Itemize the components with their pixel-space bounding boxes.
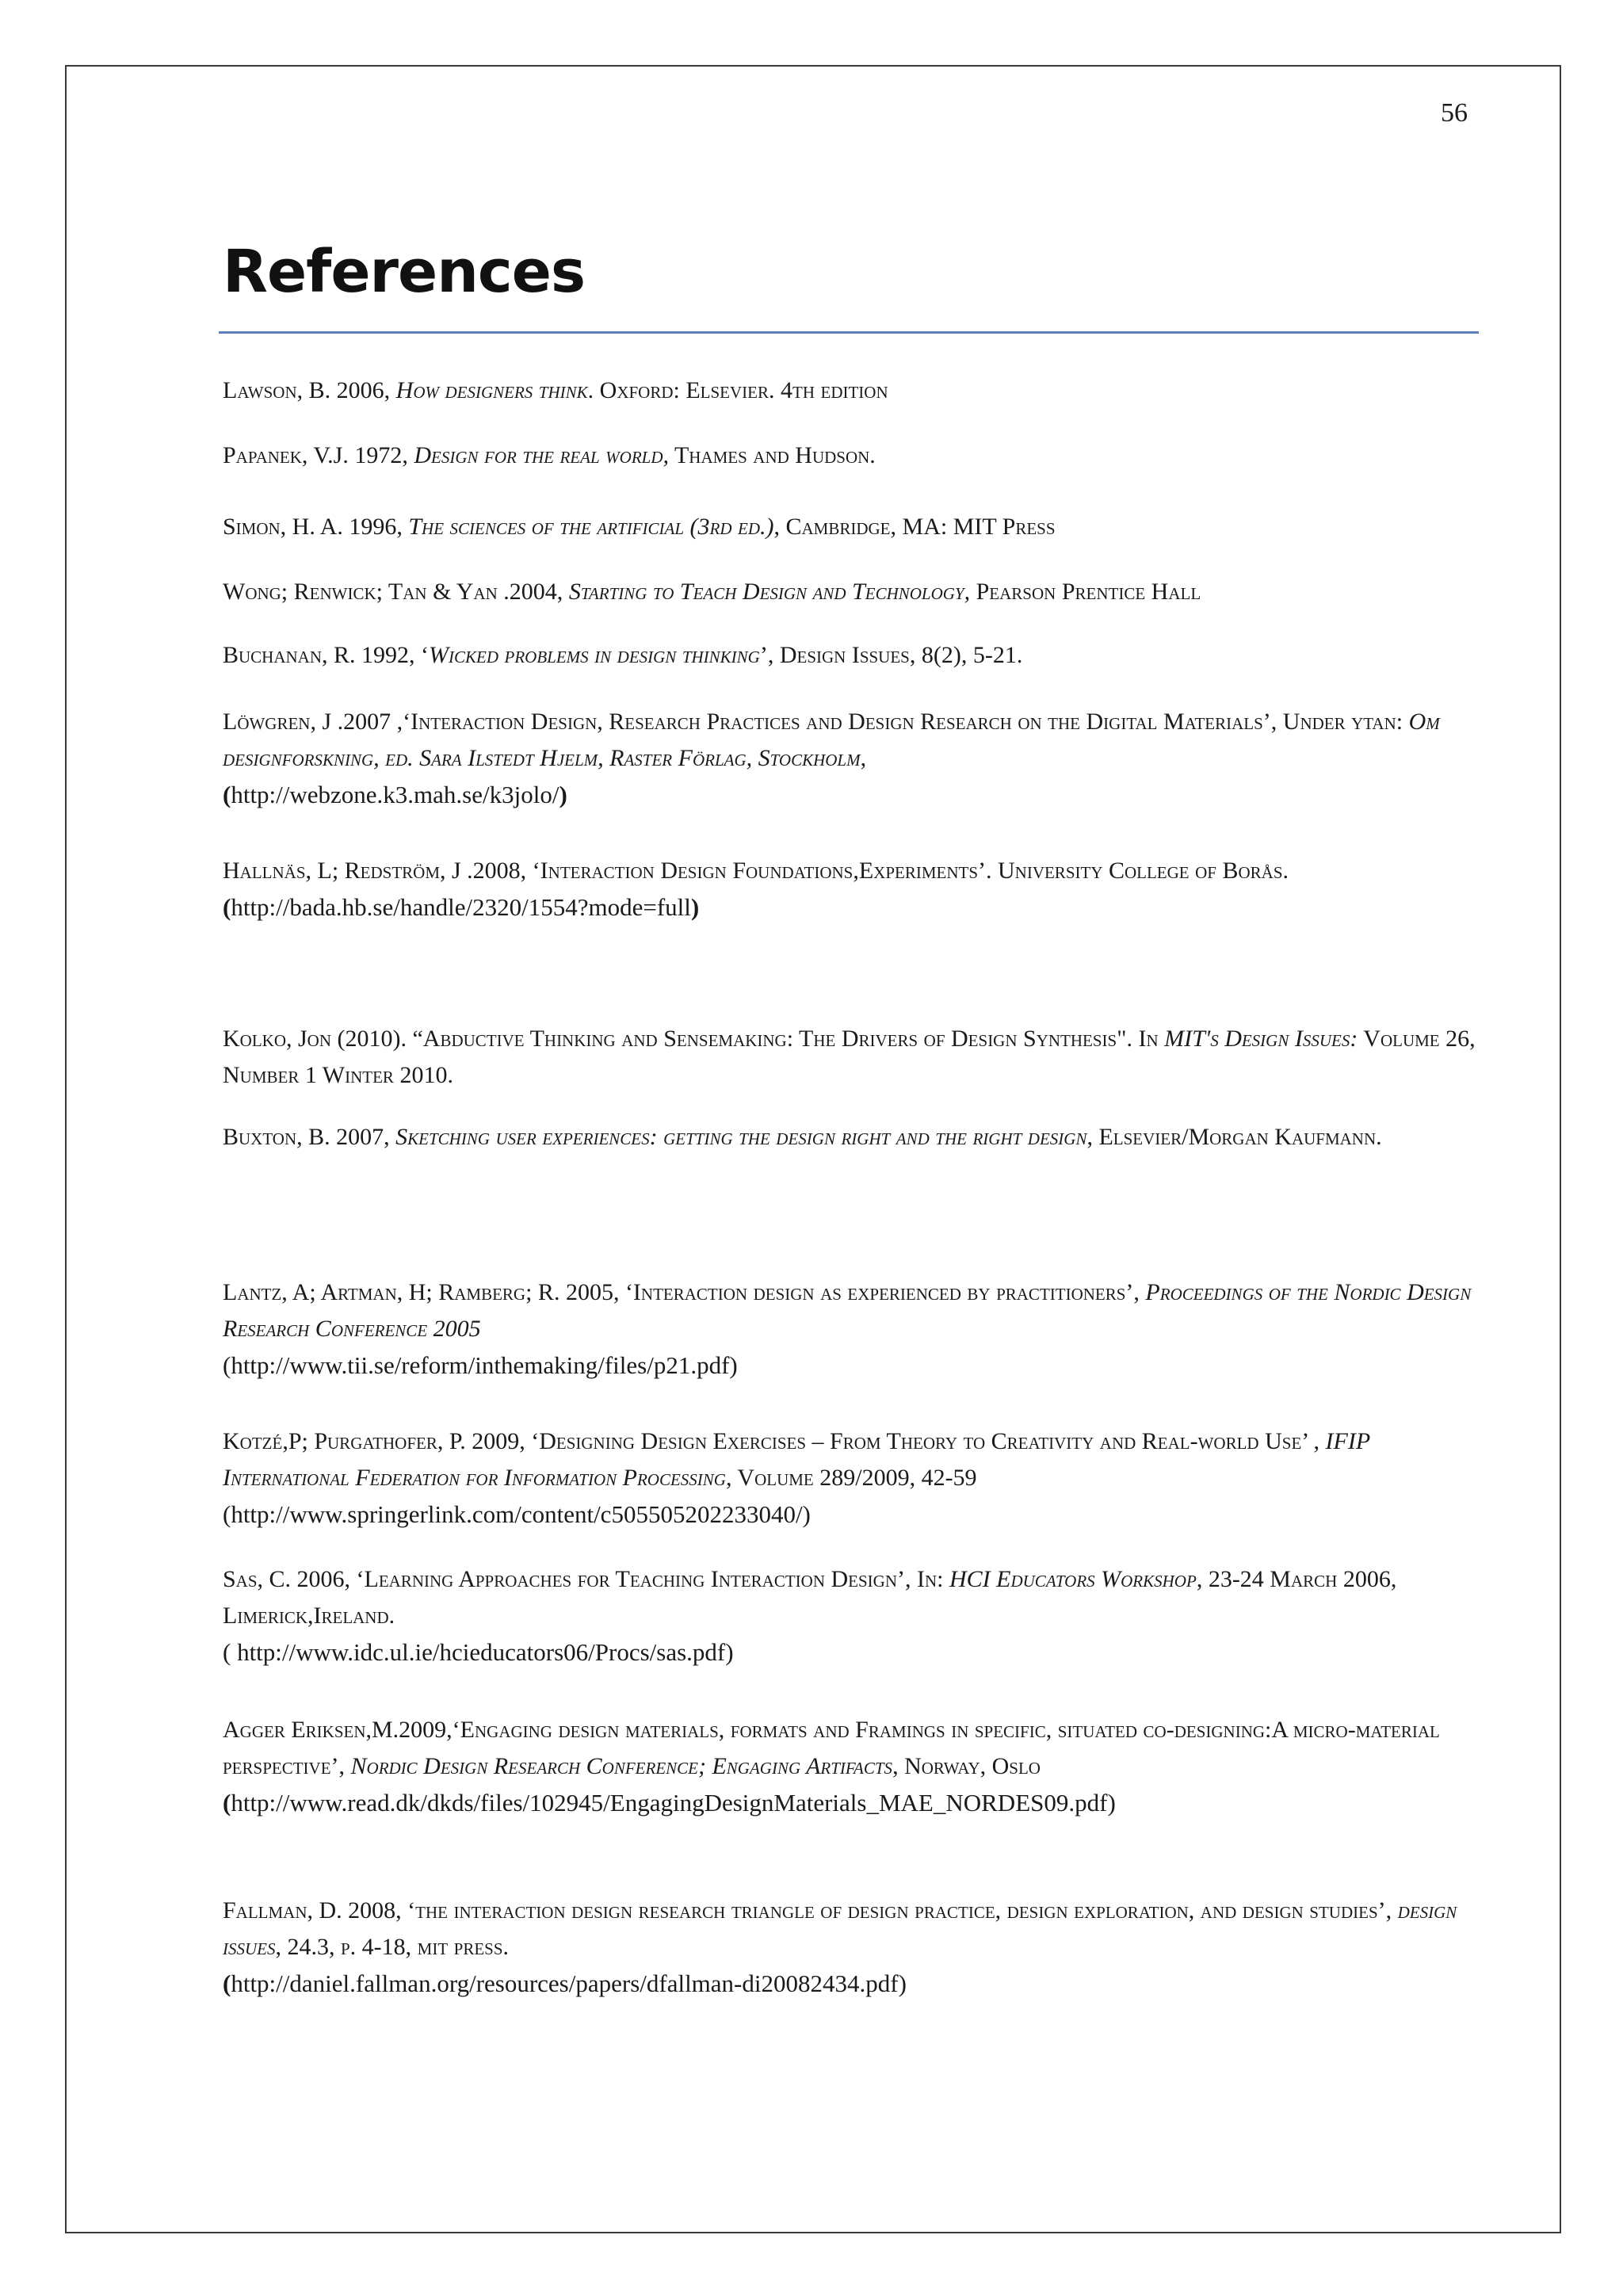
reference-title: HCI Educators Workshop bbox=[949, 1566, 1197, 1592]
reference-authors: Buxton, B. 2007, bbox=[223, 1124, 396, 1150]
reference-title: Om designforskning, ed. Sara Ilstedt Hjelm, Raster Förlag, Stockholm bbox=[223, 709, 1440, 771]
reference-title: Nordic Design Research Conference; Engaging Artifacts bbox=[350, 1753, 893, 1779]
reference-publisher: ’, Design Issues, 8(2), 5-21. bbox=[759, 642, 1023, 668]
reference-item bbox=[223, 1893, 1483, 2002]
reference-publisher: , Cambridge, MA: MIT Press bbox=[773, 514, 1056, 540]
reference-item bbox=[223, 1021, 1483, 1094]
reference-item bbox=[223, 574, 1483, 610]
reference-authors: Lawson, B. 2006, bbox=[223, 377, 396, 403]
reference-title: IFIP International Federation for Information Processing bbox=[223, 1428, 1370, 1491]
reference-url[interactable]: (http://www.tii.se/reform/inthemaking/files/p21.pdf) bbox=[223, 1351, 738, 1379]
reference-publisher: , Volume 289/2009, 42-59 bbox=[725, 1465, 977, 1491]
reference-url[interactable]: (http://www.read.dk/dkds/files/102945/EngagingDesignMaterials_MAE_NORDES09.pdf) bbox=[223, 1789, 1116, 1817]
reference-publisher: , Elsevier/Morgan Kaufmann. bbox=[1086, 1124, 1382, 1150]
reference-authors: Wong; Renwick; Tan & Yan .2004, bbox=[223, 579, 569, 605]
reference-authors: Agger Eriksen,M.2009,‘Engaging design materials, formats and Framings in specific, situated co-designing:A micro-material perspective’, bbox=[223, 1717, 1440, 1779]
reference-publisher: , 24.3, p. 4-18, mit press. bbox=[275, 1934, 510, 1960]
reference-publisher: , Norway, Oslo bbox=[892, 1753, 1041, 1779]
page-title: References bbox=[223, 238, 586, 306]
reference-publisher: , 23-24 March 2006, Limerick,Ireland. bbox=[223, 1566, 1397, 1629]
reference-publisher: . Oxford: Elsevier. 4th edition bbox=[587, 377, 888, 403]
reference-authors: Löwgren, J .2007 ,‘Interaction Design, Research Practices and Design Research on the Digital Materials’, Under ytan: bbox=[223, 709, 1409, 735]
reference-item bbox=[223, 509, 1483, 545]
reference-item bbox=[223, 637, 1483, 674]
reference-title: Proceedings of the Nordic Design Research Conference 2005 bbox=[223, 1279, 1472, 1342]
reference-authors: Buchanan, R. 1992, ‘ bbox=[223, 642, 430, 668]
reference-title: MIT's Design Issues: bbox=[1164, 1026, 1358, 1052]
reference-authors: Papanek, V.J. 1972, bbox=[223, 442, 414, 468]
reference-url[interactable]: (http://daniel.fallman.org/resources/papers/dfallman-di20082434.pdf) bbox=[223, 1969, 907, 1997]
reference-title: design issues bbox=[223, 1897, 1457, 1960]
reference-item bbox=[223, 704, 1483, 813]
reference-authors: Kotzé,P; Purgathofer, P. 2009, ‘Designing Design Exercises – From Theory to Creativity and Real-world Use’ , bbox=[223, 1428, 1326, 1454]
reference-authors: Hallnäs, L; Redström, J .2008, ‘Interaction Design Foundations,Experiments’. University College of Borås. bbox=[223, 858, 1289, 884]
reference-url[interactable]: (http://bada.hb.se/handle/2320/1554?mode=full) bbox=[223, 893, 700, 921]
reference-url-text[interactable]: http://www.read.dk/dkds/files/102945/EngagingDesignMaterials_MAE_NORDES09.pdf bbox=[231, 1789, 1108, 1817]
reference-title: The sciences of the artificial (3rd ed.) bbox=[408, 514, 774, 540]
reference-item bbox=[223, 372, 1483, 409]
reference-item bbox=[223, 1712, 1483, 1821]
reference-item bbox=[223, 1561, 1483, 1671]
reference-title: How designers think bbox=[395, 377, 588, 403]
reference-item bbox=[223, 1423, 1483, 1533]
reference-item bbox=[223, 1119, 1483, 1156]
reference-authors: Kolko, Jon (2010). “Abductive Thinking and Sensemaking: The Drivers of Design Synthesis". In bbox=[223, 1026, 1165, 1052]
reference-title: Sketching user experiences: getting the design right and the right design bbox=[395, 1124, 1087, 1150]
reference-authors: Fallman, D. 2008, ‘the interaction design research triangle of design practice, design exploration, and design studies’, bbox=[223, 1897, 1398, 1924]
reference-url-text[interactable]: http://daniel.fallman.org/resources/papers/dfallman-di20082434.pdf bbox=[231, 1969, 899, 1997]
reference-title: Wicked problems in design thinking bbox=[429, 642, 760, 668]
reference-title: Starting to Teach Design and Technology, bbox=[568, 579, 971, 605]
reference-url-text[interactable]: http://webzone.k3.mah.se/k3jolo/ bbox=[231, 781, 559, 808]
reference-title: Design for the real world, bbox=[414, 442, 670, 468]
reference-url-text[interactable]: http://bada.hb.se/handle/2320/1554?mode=full bbox=[231, 893, 691, 921]
reference-item bbox=[223, 1274, 1483, 1384]
reference-authors: Simon, H. A. 1996, bbox=[223, 514, 409, 540]
reference-publisher: Volume 26, Number 1 Winter 2010. bbox=[223, 1026, 1476, 1088]
title-underline bbox=[219, 331, 1479, 334]
reference-url[interactable]: (http://webzone.k3.mah.se/k3jolo/) bbox=[223, 781, 567, 808]
reference-item bbox=[223, 437, 1483, 474]
reference-url[interactable]: ( http://www.idc.ul.ie/hcieducators06/Procs/sas.pdf) bbox=[223, 1638, 734, 1666]
reference-item bbox=[223, 853, 1483, 926]
reference-publisher: , bbox=[860, 745, 867, 771]
reference-authors: Sas, C. 2006, ‘Learning Approaches for Teaching Interaction Design’, In: bbox=[223, 1566, 949, 1592]
reference-url[interactable]: (http://www.springerlink.com/content/c505505202233040/) bbox=[223, 1500, 811, 1528]
reference-publisher: Thames and Hudson. bbox=[669, 442, 876, 468]
reference-publisher: Pearson Prentice Hall bbox=[970, 579, 1201, 605]
page-number: 56 bbox=[1441, 98, 1468, 128]
reference-authors: Lantz, A; Artman, H; Ramberg; R. 2005, ‘Interaction design as experienced by practitioners’, bbox=[223, 1279, 1146, 1305]
